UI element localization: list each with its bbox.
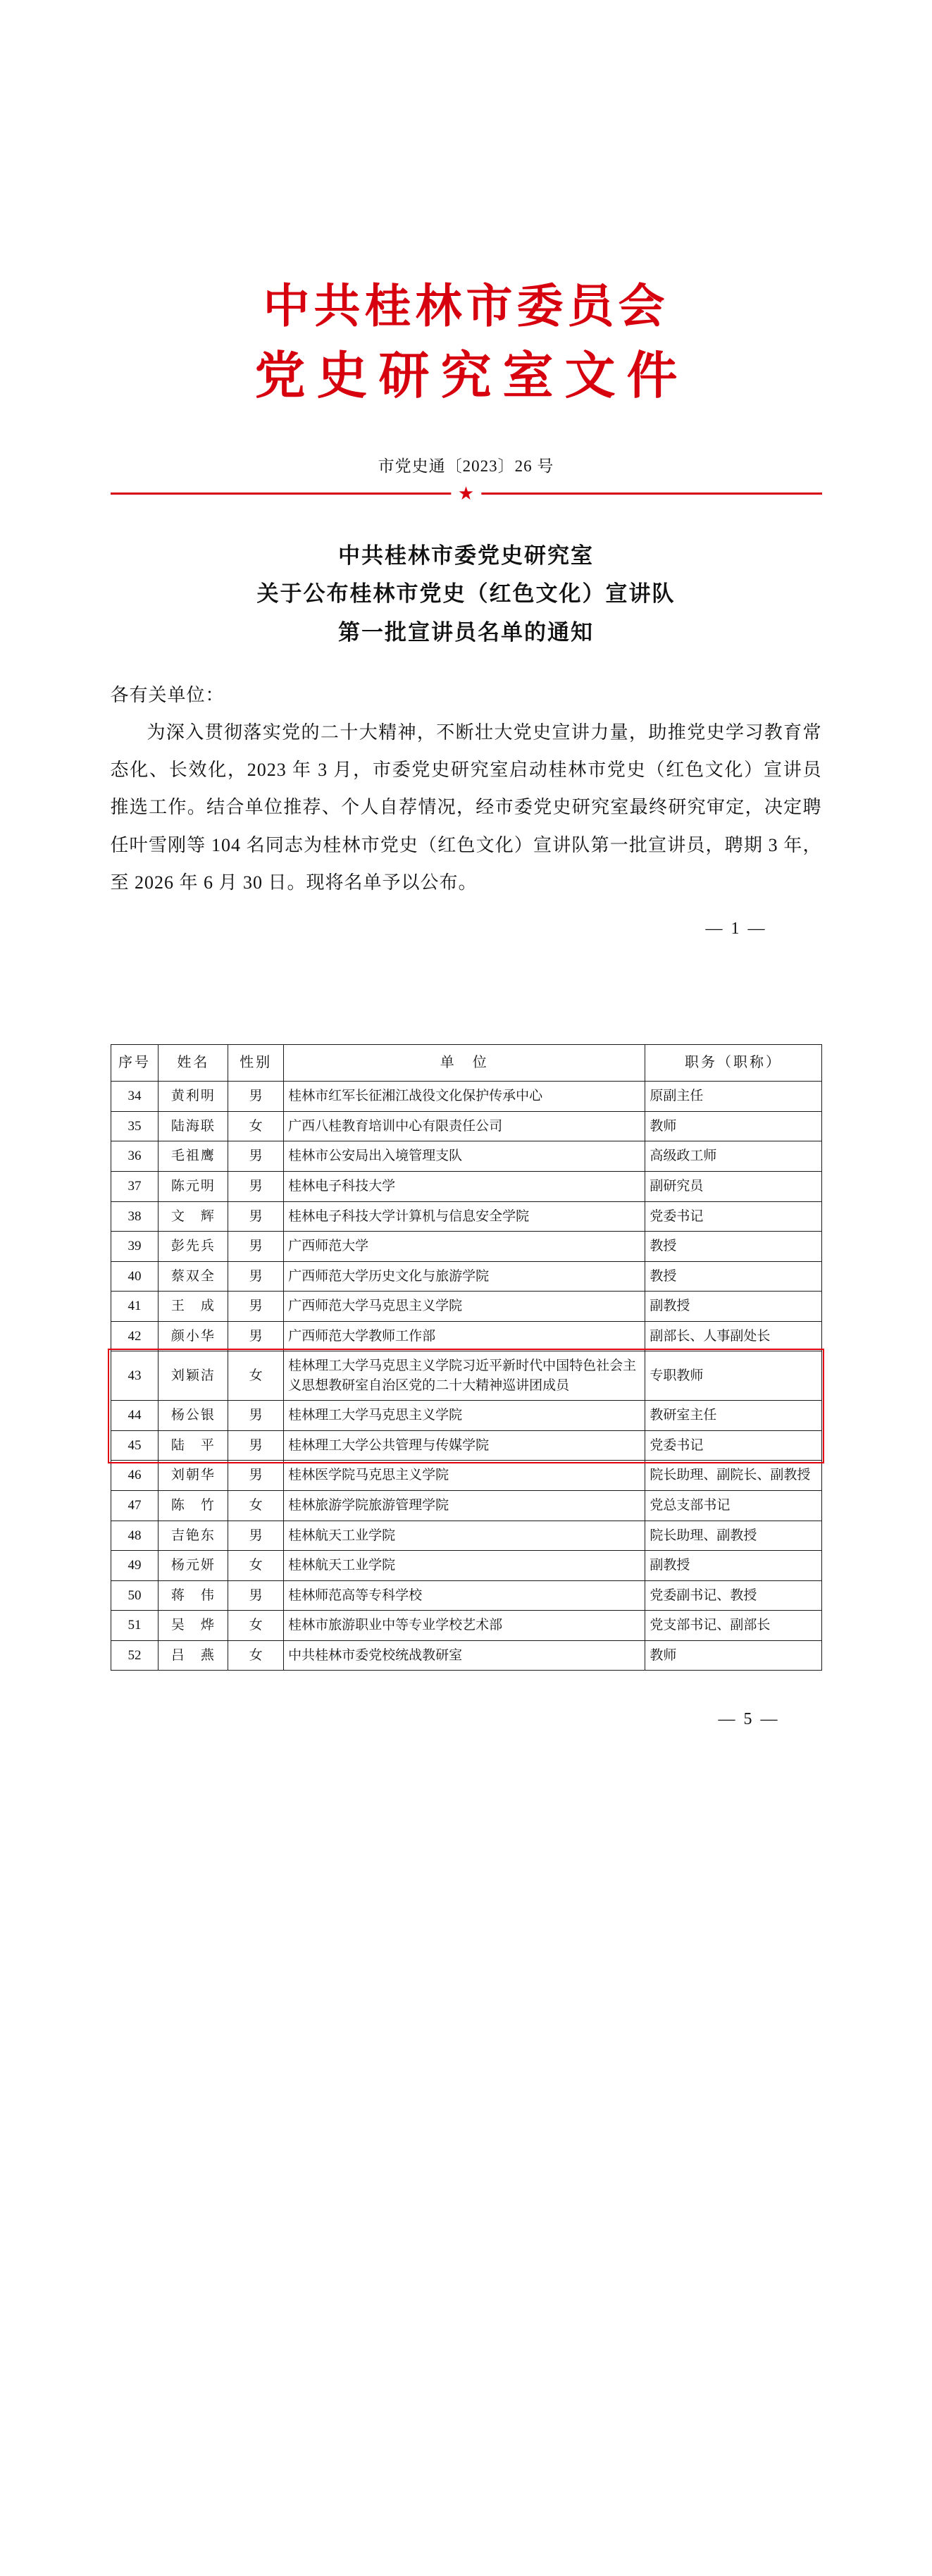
col-header-name: 姓名 <box>159 1045 228 1082</box>
cell-name: 陆 平 <box>159 1430 228 1461</box>
cell-unit: 桂林市红军长征湘江战役文化保护传承中心 <box>284 1082 645 1112</box>
cell-unit: 广西师范大学 <box>284 1232 645 1262</box>
cell-sex: 男 <box>228 1082 284 1112</box>
table-row <box>111 1521 821 1551</box>
cell-post: 党委副书记、教授 <box>645 1580 821 1611</box>
cell-sex: 男 <box>228 1171 284 1201</box>
cell-name: 毛祖鹰 <box>159 1141 228 1172</box>
table-row <box>111 1611 821 1641</box>
cell-name: 黄利明 <box>159 1082 228 1112</box>
masthead-line-2: 党史研究室文件 <box>254 347 689 404</box>
cell-unit: 桂林市公安局出入境管理支队 <box>284 1141 645 1172</box>
table-row <box>111 1201 821 1232</box>
col-header-post: 职务（职称） <box>645 1045 821 1082</box>
cell-seq: 35 <box>111 1111 159 1141</box>
masthead-line-1: 中共桂林市委员会 <box>263 281 669 333</box>
cell-seq: 41 <box>111 1292 159 1322</box>
cell-unit: 桂林市旅游职业中等专业学校艺术部 <box>284 1611 645 1641</box>
table-row <box>111 1580 821 1611</box>
cell-unit: 桂林理工大学马克思主义学院 <box>284 1401 645 1431</box>
cell-post: 副研究员 <box>645 1171 821 1201</box>
cell-name: 彭先兵 <box>159 1232 228 1262</box>
cell-seq: 42 <box>111 1321 159 1351</box>
cell-sex: 男 <box>228 1580 284 1611</box>
cell-post: 高级政工师 <box>645 1141 821 1172</box>
cell-unit: 桂林电子科技大学计算机与信息安全学院 <box>284 1201 645 1232</box>
table-row <box>111 1640 821 1671</box>
table-row <box>111 1321 821 1351</box>
cell-seq: 52 <box>111 1640 159 1671</box>
cell-sex: 男 <box>228 1521 284 1551</box>
cell-seq: 45 <box>111 1430 159 1461</box>
cell-unit: 广西八桂教育培训中心有限责任公司 <box>284 1111 645 1141</box>
cell-seq: 43 <box>111 1351 159 1401</box>
document-body <box>111 677 822 901</box>
cell-name: 蒋 伟 <box>159 1580 228 1611</box>
cell-sex: 男 <box>228 1201 284 1232</box>
cell-post: 党委书记 <box>645 1201 821 1232</box>
cell-name: 陈 竹 <box>159 1490 228 1521</box>
col-header-unit: 单 位 <box>284 1045 645 1082</box>
masthead <box>0 0 932 409</box>
cell-post: 专职教师 <box>645 1351 821 1401</box>
table-row <box>111 1551 821 1581</box>
table-row <box>111 1232 821 1262</box>
red-divider <box>111 483 822 504</box>
cell-post: 党总支部书记 <box>645 1490 821 1521</box>
cell-name: 吕 燕 <box>159 1640 228 1671</box>
cell-post: 党委书记 <box>645 1430 821 1461</box>
roster-table <box>111 1044 822 1671</box>
cell-name: 杨元妍 <box>159 1551 228 1581</box>
table-row <box>111 1351 821 1401</box>
cell-unit: 中共桂林市委党校统战教研室 <box>284 1640 645 1671</box>
cell-unit: 广西师范大学教师工作部 <box>284 1321 645 1351</box>
col-header-sex: 性别 <box>228 1045 284 1082</box>
cell-unit: 桂林航天工业学院 <box>284 1551 645 1581</box>
cell-seq: 34 <box>111 1082 159 1112</box>
table-row <box>111 1430 821 1461</box>
cell-sex: 女 <box>228 1490 284 1521</box>
cell-sex: 男 <box>228 1292 284 1322</box>
cell-name: 陈元明 <box>159 1171 228 1201</box>
cell-name: 刘颖洁 <box>159 1351 228 1401</box>
cell-post: 教研室主任 <box>645 1401 821 1431</box>
page-gap <box>0 939 932 1044</box>
salutation: 各有关单位： <box>110 684 225 705</box>
cell-seq: 38 <box>111 1201 159 1232</box>
cell-post: 院长助理、副教授 <box>645 1521 821 1551</box>
cell-sex: 男 <box>228 1321 284 1351</box>
cell-seq: 48 <box>111 1521 159 1551</box>
cell-sex: 女 <box>228 1611 284 1641</box>
col-header-seq: 序号 <box>111 1045 159 1082</box>
cell-seq: 46 <box>111 1461 159 1491</box>
body-paragraph-1: 为深入贯彻落实党的二十大精神，不断壮大党史宣讲力量，助推党史学习教育常态化、长效化，2023 年 3 月，市委党史研究室启动桂林市党史（红色文化）宣讲员推选工作。结合单位推荐、个人自荐情况，经市委党史研究室最终研究审定，决定聘任叶雪刚等 104 名同志为桂林市党史（红色文化）宣讲队第一批宣讲员，聘期 3 年，至 2026 年 6 月 30 日。现将名单予以公布。 <box>110 722 822 893</box>
cell-unit: 桂林航天工业学院 <box>284 1521 645 1551</box>
cell-name: 吉铯东 <box>159 1521 228 1551</box>
cell-post: 教授 <box>645 1232 821 1262</box>
cell-seq: 36 <box>111 1141 159 1172</box>
cell-name: 杨公银 <box>159 1401 228 1431</box>
cell-unit: 桂林旅游学院旅游管理学院 <box>284 1490 645 1521</box>
cell-post: 副教授 <box>645 1292 821 1322</box>
cell-post: 教师 <box>645 1640 821 1671</box>
cell-sex: 男 <box>228 1261 284 1292</box>
cell-seq: 47 <box>111 1490 159 1521</box>
cell-seq: 40 <box>111 1261 159 1292</box>
table-header-row <box>111 1045 821 1082</box>
cell-name: 颜小华 <box>159 1321 228 1351</box>
cell-post: 教授 <box>645 1261 821 1292</box>
bottom-padding <box>0 1729 932 1807</box>
cell-unit: 桂林理工大学马克思主义学院习近平新时代中国特色社会主义思想教研室自治区党的二十大精神巡讲团成员 <box>284 1351 645 1401</box>
cell-sex: 女 <box>228 1640 284 1671</box>
title-line-3: 第一批宣讲员名单的通知 <box>338 619 594 645</box>
cell-seq: 51 <box>111 1611 159 1641</box>
cell-sex: 男 <box>228 1141 284 1172</box>
cell-post: 院长助理、副院长、副教授 <box>645 1461 821 1491</box>
cell-name: 吴 烨 <box>159 1611 228 1641</box>
cell-sex: 男 <box>228 1401 284 1431</box>
cell-post: 副教授 <box>645 1551 821 1581</box>
cell-name: 蔡双全 <box>159 1261 228 1292</box>
title-line-1: 中共桂林市委党史研究室 <box>338 543 594 569</box>
document-title <box>111 537 822 652</box>
cell-sex: 女 <box>228 1351 284 1401</box>
table-row <box>111 1082 821 1112</box>
table-row <box>111 1261 821 1292</box>
table-row <box>111 1171 821 1201</box>
cell-unit: 桂林电子科技大学 <box>284 1171 645 1201</box>
red-star-icon: ★ <box>451 485 481 503</box>
cell-post: 教师 <box>645 1111 821 1141</box>
page-number-1: — 1 — <box>705 919 767 939</box>
cell-seq: 39 <box>111 1232 159 1262</box>
cell-name: 刘朝华 <box>159 1461 228 1491</box>
table-row <box>111 1461 821 1491</box>
cell-name: 王 成 <box>159 1292 228 1322</box>
cell-unit: 广西师范大学马克思主义学院 <box>284 1292 645 1322</box>
cell-unit: 桂林医学院马克思主义学院 <box>284 1461 645 1491</box>
cell-sex: 女 <box>228 1111 284 1141</box>
table-row <box>111 1111 821 1141</box>
table-row <box>111 1490 821 1521</box>
document-number: 市党史通〔2023〕26 号 <box>378 457 554 476</box>
cell-seq: 37 <box>111 1171 159 1201</box>
cell-sex: 女 <box>228 1551 284 1581</box>
cell-unit: 广西师范大学历史文化与旅游学院 <box>284 1261 645 1292</box>
cell-seq: 50 <box>111 1580 159 1611</box>
cell-post: 副部长、人事副处长 <box>645 1321 821 1351</box>
cell-seq: 49 <box>111 1551 159 1581</box>
table-row <box>111 1401 821 1431</box>
roster-table-container <box>111 1044 822 1671</box>
cell-unit: 桂林理工大学公共管理与传媒学院 <box>284 1430 645 1461</box>
cell-name: 文 辉 <box>159 1201 228 1232</box>
title-line-2: 关于公布桂林市党史（红色文化）宣讲队 <box>256 581 676 607</box>
table-row <box>111 1141 821 1172</box>
cell-unit: 桂林师范高等专科学校 <box>284 1580 645 1611</box>
cell-sex: 男 <box>228 1461 284 1491</box>
cell-sex: 男 <box>228 1430 284 1461</box>
table-row <box>111 1292 821 1322</box>
cell-post: 党支部书记、副部长 <box>645 1611 821 1641</box>
cell-sex: 男 <box>228 1232 284 1262</box>
cell-seq: 44 <box>111 1401 159 1431</box>
cell-post: 原副主任 <box>645 1082 821 1112</box>
cell-name: 陆海联 <box>159 1111 228 1141</box>
page-number-2: — 5 — <box>718 1710 780 1729</box>
